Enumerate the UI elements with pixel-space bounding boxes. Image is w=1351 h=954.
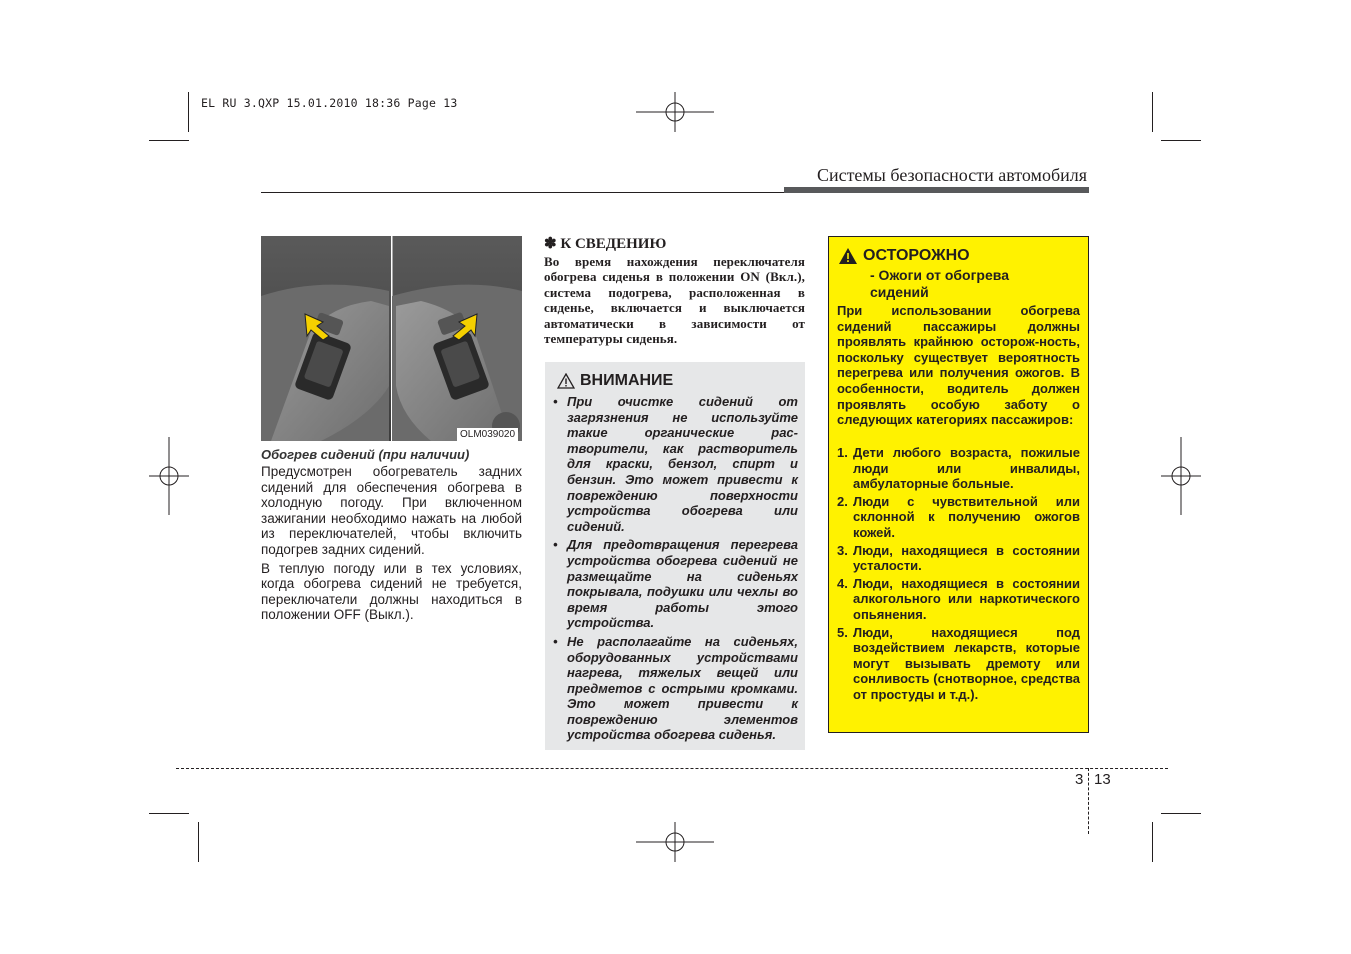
item-text: Люди, находящиеся в состоянии алкогольного или наркотического опьянения. bbox=[853, 575, 1080, 622]
print-slug: EL RU 3.QXP 15.01.2010 18:36 Page 13 bbox=[201, 96, 458, 110]
list-item bbox=[837, 625, 1080, 703]
list-item bbox=[837, 576, 1080, 623]
crop-mark bbox=[149, 140, 189, 141]
chapter-number: 3 bbox=[1075, 771, 1084, 788]
warning-label: ОСТОРОЖНО bbox=[863, 247, 970, 264]
seat-heater-switch-photo bbox=[261, 236, 522, 441]
list-item: • При очистке сидений от загрязнения не используйте такие органические рас-творители, как растворитель для краски, бензол, спирт и бензин. Это может привести к повреждению поверхности устройства обогрева или сидений. bbox=[553, 394, 798, 534]
warning-title bbox=[838, 247, 970, 265]
warning-triangle-icon bbox=[557, 373, 575, 389]
list-item bbox=[837, 445, 1080, 492]
crop-mark bbox=[1152, 822, 1153, 862]
footer-dashed-rule bbox=[176, 768, 1168, 769]
registration-mark-icon bbox=[149, 437, 189, 515]
item-text: Люди, находящиеся в состоянии усталости. bbox=[853, 542, 1080, 574]
crop-mark bbox=[198, 822, 199, 862]
registration-mark-icon bbox=[636, 92, 714, 132]
body-text bbox=[261, 464, 522, 626]
photo-code: OLM039020 bbox=[457, 428, 518, 441]
item-number: 3. bbox=[837, 542, 848, 558]
attention-title bbox=[557, 372, 673, 390]
crop-mark bbox=[1161, 813, 1201, 814]
warning-triangle-icon bbox=[838, 247, 858, 265]
header-bar bbox=[784, 187, 1089, 193]
crop-mark bbox=[1161, 140, 1201, 141]
item-text: Дети любого возраста, пожилые люди или инвалиды, амбулаторные больные. bbox=[853, 445, 1080, 492]
list-item: • Для предотвращения перегрева устройства обогрева сидений не размещайте на сиденьях покрывала, подушки или чехлы во время работы этого устройства. bbox=[553, 537, 798, 631]
crop-mark bbox=[188, 92, 189, 132]
page-title: Системы безопасности автомобиля bbox=[816, 165, 1087, 185]
item-text: Люди, находящиеся под воздействием лекарств, которые могут вызывать дремоту или сонливость (снотворное, средства от простуды и т.д.). bbox=[853, 624, 1080, 702]
list-item bbox=[837, 494, 1080, 541]
paragraph: Предусмотрен обогреватель задних сидений для обеспечения обогрева в холодную погоду. При включенном зажигании необходимо нажать на любой из переключателей, чтобы включить подогрев задних сидений. bbox=[261, 464, 522, 557]
registration-mark-icon bbox=[1161, 437, 1201, 515]
item-number: 2. bbox=[837, 493, 848, 509]
page-number: 13 bbox=[1094, 771, 1111, 788]
crop-mark bbox=[149, 813, 189, 814]
attention-list bbox=[553, 394, 798, 746]
item-text: Люди с чувствительной или склонной к получению ожогов кожей. bbox=[853, 493, 1080, 540]
footer-dashed-divider bbox=[1088, 768, 1089, 834]
registration-mark-icon bbox=[636, 822, 714, 862]
photo-caption: Обогрев сидений (при наличии) bbox=[261, 447, 470, 462]
item-number: 5. bbox=[837, 624, 848, 640]
warning-intro: При использовании обогрева сидений пассажиры должны проявлять крайнюю осторож-ность, поскольку существует вероятность перегрева или получения ожогов. В особенности, водитель должен проявлять особую заботу о следующих категориях пассажиров: bbox=[837, 303, 1080, 428]
crop-mark bbox=[1152, 92, 1153, 132]
item-number: 1. bbox=[837, 445, 848, 460]
note-title: ✽ К СВЕДЕНИЮ bbox=[544, 236, 667, 252]
attention-label: ВНИМАНИЕ bbox=[580, 372, 674, 389]
list-item: • Не располагайте на сиденьях, оборудованных устройствами нагрева, тяжелых вещей или предметов с острыми кромками. Это может привести к повреждению элементов устройства обогрева сиденья. bbox=[553, 634, 798, 743]
warning-list bbox=[837, 445, 1080, 705]
list-item bbox=[837, 543, 1080, 574]
warning-subtitle: - Ожоги от обогрева сидений bbox=[870, 267, 1009, 300]
paragraph: В теплую погоду или в тех условиях, когда обогрева сидений не требуется, переключатели должны находиться в положении OFF (Выкл.). bbox=[261, 560, 522, 623]
note-text: Во время нахождения переключателя обогрева сиденья в положении ON (Вкл.), система подогрева, расположенная в сиденье, включается и выключается автоматически в зависимости от температуры сиденья. bbox=[544, 254, 805, 347]
item-number: 4. bbox=[837, 575, 848, 591]
